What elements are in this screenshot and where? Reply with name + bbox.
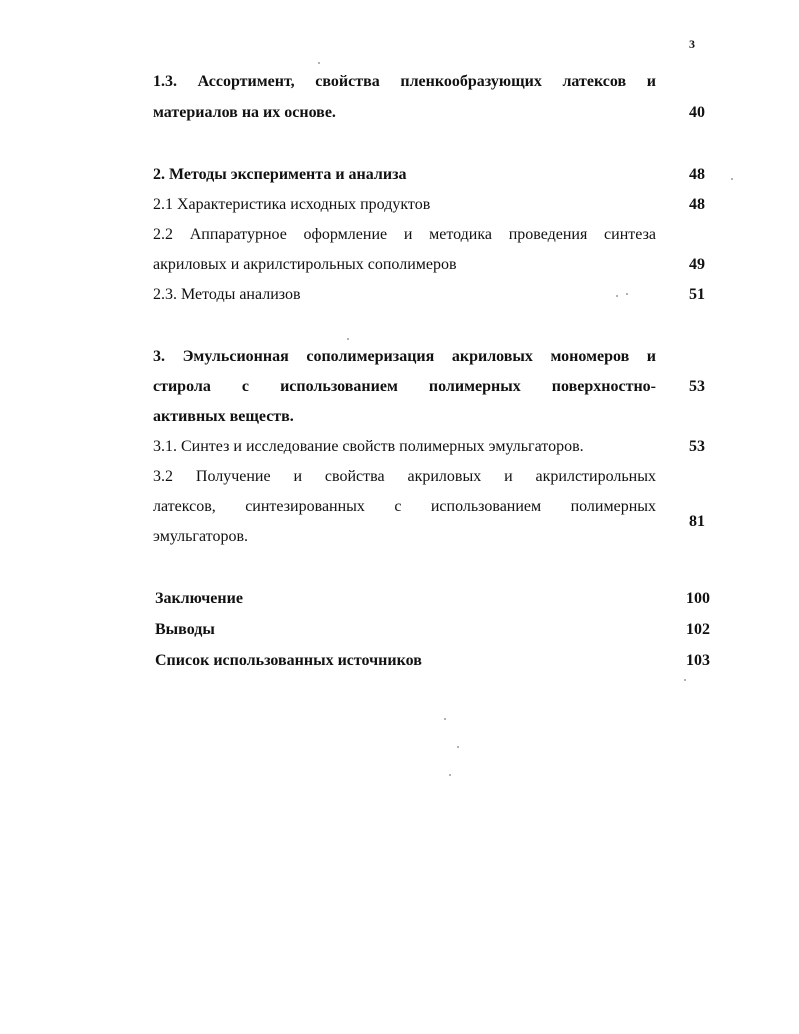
toc-3-1-page: 53 (689, 438, 705, 455)
page-number: 3 (689, 37, 695, 51)
toc-3-line-2: стирола с использованием полимерных поверхностно- (153, 378, 656, 395)
toc-3-2-page: 81 (689, 513, 705, 530)
scan-speck (444, 718, 446, 720)
scan-speck (449, 774, 451, 776)
toc-3-1-title: 3.1. Синтез и исследование свойств полимерных эмульгаторов. (153, 438, 584, 455)
scan-speck (457, 746, 459, 748)
toc-3-line-1: 3. Эмульсионная сополимеризация акриловых мономеров и (153, 348, 656, 365)
scan-speck (626, 293, 628, 295)
toc-2-1-title: 2.1 Характеристика исходных продуктов (153, 196, 431, 213)
scan-speck (731, 178, 733, 180)
toc-2-page: 48 (689, 166, 705, 183)
toc-2-2-line-1: 2.2 Аппаратурное оформление и методика проведения синтеза (153, 226, 656, 243)
toc-references-page: 103 (686, 652, 710, 669)
toc-1-3-line-2: материалов на их основе. (153, 104, 336, 121)
toc-conclusion-title: Заключение (155, 590, 243, 607)
scan-speck (347, 338, 349, 340)
toc-references-title: Список использованных источников (155, 652, 422, 669)
toc-3-2-line-2: латексов, синтезированных с использованием полимерных (153, 498, 656, 515)
toc-1-3-page: 40 (689, 104, 705, 121)
scan-speck (616, 295, 618, 297)
toc-1-3-line-1: 1.3. Ассортимент, свойства пленкообразующих латексов и (153, 73, 656, 90)
toc-2-2-line-2: акриловых и акрилстирольных сополимеров (153, 256, 457, 273)
toc-3-page: 53 (689, 378, 705, 395)
toc-3-2-line-1: 3.2 Получение и свойства акриловых и акрилстирольных (153, 468, 656, 485)
toc-2-1-page: 48 (689, 196, 705, 213)
toc-2-3-page: 51 (689, 286, 705, 303)
toc-3-2-line-3: эмульгаторов. (153, 528, 249, 545)
scan-speck (318, 62, 320, 64)
toc-3-line-3: активных веществ. (153, 408, 294, 425)
toc-conclusion-page: 100 (686, 590, 710, 607)
toc-findings-page: 102 (686, 621, 710, 638)
toc-2-3-title: 2.3. Методы анализов (153, 286, 301, 303)
toc-findings-title: Выводы (155, 621, 215, 638)
scan-speck (684, 679, 686, 681)
toc-2-2-page: 49 (689, 256, 705, 273)
toc-2-title: 2. Методы эксперимента и анализа (153, 166, 407, 183)
